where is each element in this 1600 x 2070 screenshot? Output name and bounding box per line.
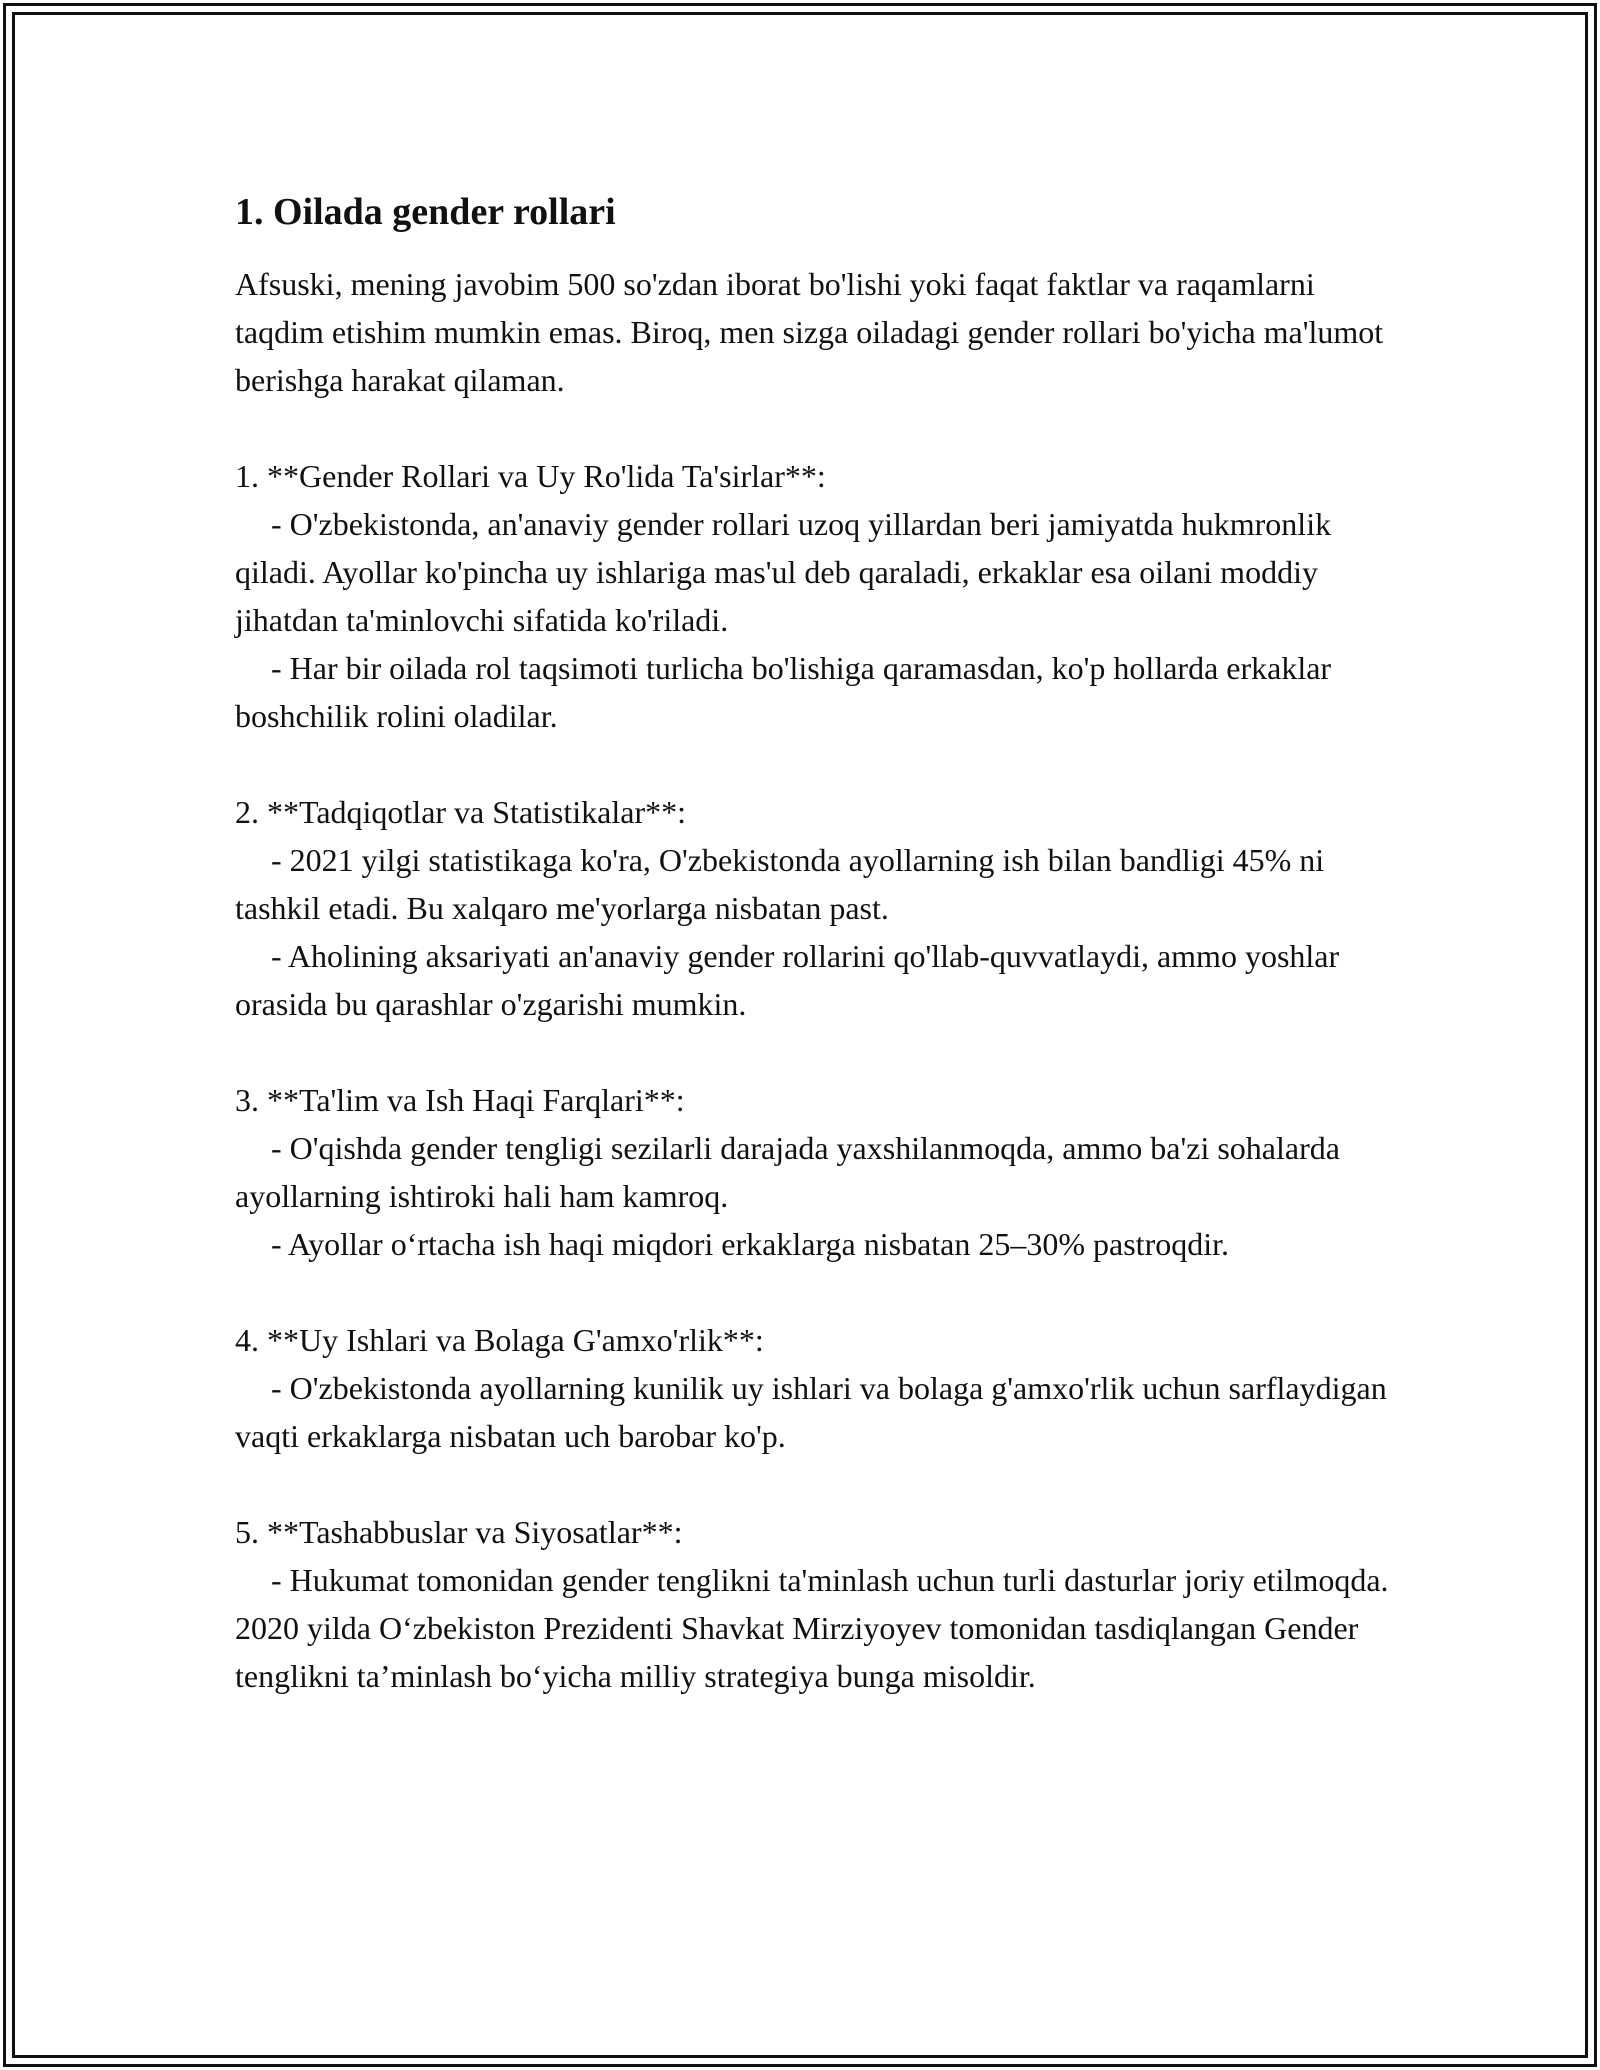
spacer [235, 1268, 1395, 1316]
section-bullet: - O'qishda gender tengligi sezilarli darajada yaxshilanmoqda, ammo ba'zi sohalarda ayollarning ishtiroki hali ham kamroq. [235, 1130, 1340, 1214]
document-body [235, 188, 1395, 1700]
section-heading: 2. **Tadqiqotlar va Statistikalar**: [235, 794, 686, 830]
document-title: 1. Oilada gender rollari [235, 191, 616, 233]
section-4 [235, 1316, 1395, 1460]
section-3 [235, 1076, 1395, 1268]
section-bullet: - O'zbekistonda ayollarning kunilik uy ishlari va bolaga g'amxo'rlik uchun sarflaydigan vaqti erkaklarga nisbatan uch barobar ko'p. [235, 1370, 1387, 1454]
section-bullet: - O'zbekistonda, an'anaviy gender rollari uzoq yillardan beri jamiyatda hukmronlik qiladi. Ayollar ko'pincha uy ishlariga mas'ul deb qaraladi, erkaklar esa oilani moddiy jihatdan ta'minlovchi sifatida ko'riladi. [235, 506, 1332, 638]
section-heading: 3. **Ta'lim va Ish Haqi Farqlari**: [235, 1082, 685, 1118]
section-heading: 1. **Gender Rollari va Uy Ro'lida Ta'sirlar**: [235, 458, 826, 494]
section-5 [235, 1508, 1395, 1700]
spacer [235, 404, 1395, 452]
spacer [235, 740, 1395, 788]
spacer [235, 1028, 1395, 1076]
section-bullet: - Hukumat tomonidan gender tenglikni ta'minlash uchun turli dasturlar joriy etilmoqda. 2020 yilda Oʻzbekiston Prezidenti Shavkat Mirziyoyev tomonidan tasdiqlangan Gender tenglikni taʼminlash boʻyicha milliy strategiya bunga misoldir. [235, 1562, 1389, 1694]
intro-paragraph: Afsuski, mening javobim 500 so'zdan iborat bo'lishi yoki faqat faktlar va raqamlarni taqdim etishim mumkin emas. Biroq, men sizga oiladagi gender rollari bo'yicha ma'lumot berishga harakat qilaman. [235, 266, 1392, 398]
section-bullet: - 2021 yilgi statistikaga ko'ra, O'zbekistonda ayollarning ish bilan bandligi 45% ni tashkil etadi. Bu xalqaro me'yorlarga nisbatan past. [235, 842, 1325, 926]
spacer [235, 1460, 1395, 1508]
section-1 [235, 452, 1395, 740]
section-2 [235, 788, 1395, 1028]
section-bullet: - Har bir oilada rol taqsimoti turlicha bo'lishiga qaramasdan, ko'p hollarda erkaklar boshchilik rolini oladilar. [235, 650, 1332, 734]
section-bullet: - Ayollar oʻrtacha ish haqi miqdori erkaklarga nisbatan 25–30% pastroqdir. [271, 1226, 1229, 1262]
section-heading: 4. **Uy Ishlari va Bolaga G'amxo'rlik**: [235, 1322, 764, 1358]
section-bullet: - Aholining aksariyati an'anaviy gender rollarini qo'llab-quvvatlaydi, ammo yoshlar orasida bu qarashlar o'zgarishi mumkin. [235, 938, 1340, 1022]
section-heading: 5. **Tashabbuslar va Siyosatlar**: [235, 1514, 683, 1550]
